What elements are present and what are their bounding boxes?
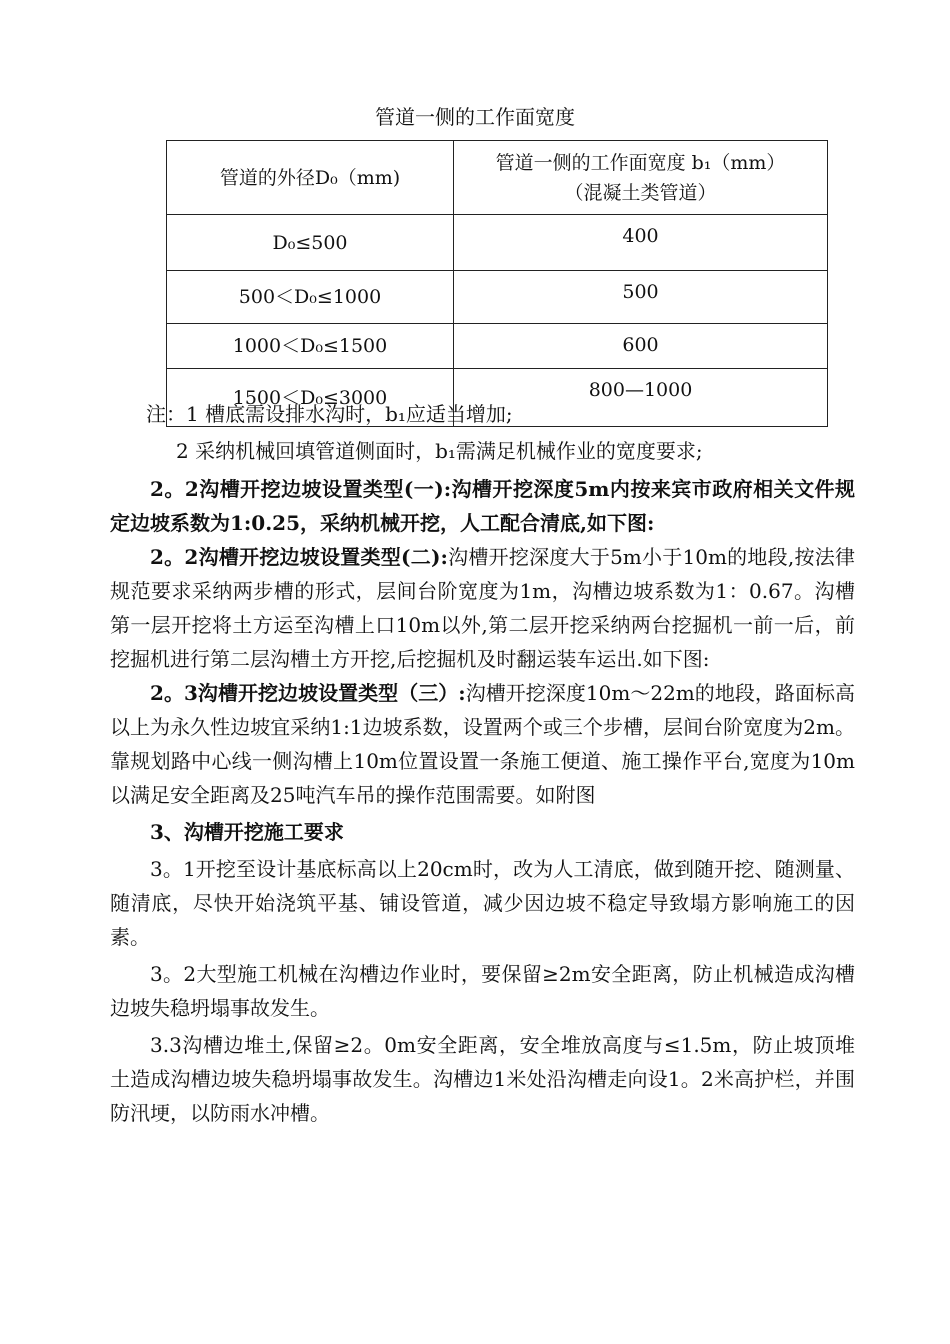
section-3-heading [110, 815, 855, 849]
table-row [167, 215, 828, 271]
table-row [167, 271, 828, 324]
table-header-row [167, 141, 828, 215]
table-row [167, 324, 828, 369]
section-2-2-type2-body: 沟槽开挖深度大于5m小于10m的地段,按法律规范要求采纳两步槽的形式，层间台阶宽度为1m，沟槽边坡系数为1：0.67。沟槽第一层开挖将土方运至沟槽上口10m以外,第二层开挖采纳两台挖掘机一前一后，前挖掘机进行第二层沟槽土方开挖,后挖掘机及时翻运装车运出.如下图: [110, 545, 855, 671]
header-outer-diameter: 管道的外径D₀（mm) [167, 141, 454, 215]
section-3-1: 3。1开挖至设计基底标高以上20cm时，改为人工清底，做到随开挖、随测量、随清底，尽快开始浇筑平基、铺设管道，减少因边坡不稳定导致塌方影响施工的因素。 [110, 857, 855, 949]
cell-range: 1500＜D₀≤3000 [167, 369, 454, 427]
cell-width: 800—1000 [454, 369, 828, 427]
cell-range: 500＜D₀≤1000 [167, 271, 454, 324]
section-2-2-type1-text: 2。2沟槽开挖边坡设置类型(一):沟槽开挖深度5m内按来宾市政府相关文件规定边坡系数为1:0.25，采纳机械开挖，人工配合清底,如下图: [110, 477, 855, 535]
cell-range: 1000＜D₀≤1500 [167, 324, 454, 369]
section-2-2-type1 [110, 472, 855, 540]
section-2-2-type2-heading: 2。2沟槽开挖边坡设置类型(二): [150, 545, 448, 569]
header-work-width-line1: 管道一侧的工作面宽度 b₁（mm） [495, 151, 786, 174]
cell-range: D₀≤500 [167, 215, 454, 271]
section-3-heading-text: 3、沟槽开挖施工要求 [150, 820, 344, 844]
section-3-3: 3.3沟槽边堆土,保留≥2。0m安全距离，安全堆放高度与≤1.5m，防止坡顶堆土造成沟槽边坡失稳坍塌事故发生。沟槽边1米处沿沟槽走向设1。2米高护栏，并围防汛埂，以防雨水冲槽。 [110, 1033, 855, 1125]
cell-width: 500 [454, 271, 828, 324]
section-2-3-body: 沟槽开挖深度10m～22m的地段，路面标高以上为永久性边坡宜采纳1:1边坡系数，设置两个或三个步槽，层间台阶宽度为2m。靠规划路中心线一侧沟槽上10m位置设置一条施工便道、施工操作平台,宽度为10m以满足安全距离及25吨汽车吊的操作范围需要。如附图 [110, 681, 856, 807]
header-work-width-line2: （混凝土类管道） [564, 181, 717, 204]
work-width-table [166, 140, 828, 427]
body-text [110, 472, 855, 1130]
section-2-3-heading: 2。3沟槽开挖边坡设置类型（三）: [150, 681, 466, 705]
header-work-width [454, 141, 828, 215]
section-2-3-type3 [110, 676, 855, 812]
note-2: 2 采纳机械回填管道侧面时，b₁需满足机械作业的宽度要求; [176, 439, 703, 463]
cell-width: 600 [454, 324, 828, 369]
table-caption: 管道一侧的工作面宽度 [375, 105, 575, 129]
section-2-2-type2 [110, 540, 855, 676]
note-1: 注：1 槽底需设排水沟时，b₁应适当增加; [146, 402, 513, 426]
cell-width: 400 [454, 215, 828, 271]
section-3-2: 3。2大型施工机械在沟槽边作业时，要保留≥2m安全距离，防止机械造成沟槽边坡失稳坍塌事故发生。 [110, 962, 855, 1020]
